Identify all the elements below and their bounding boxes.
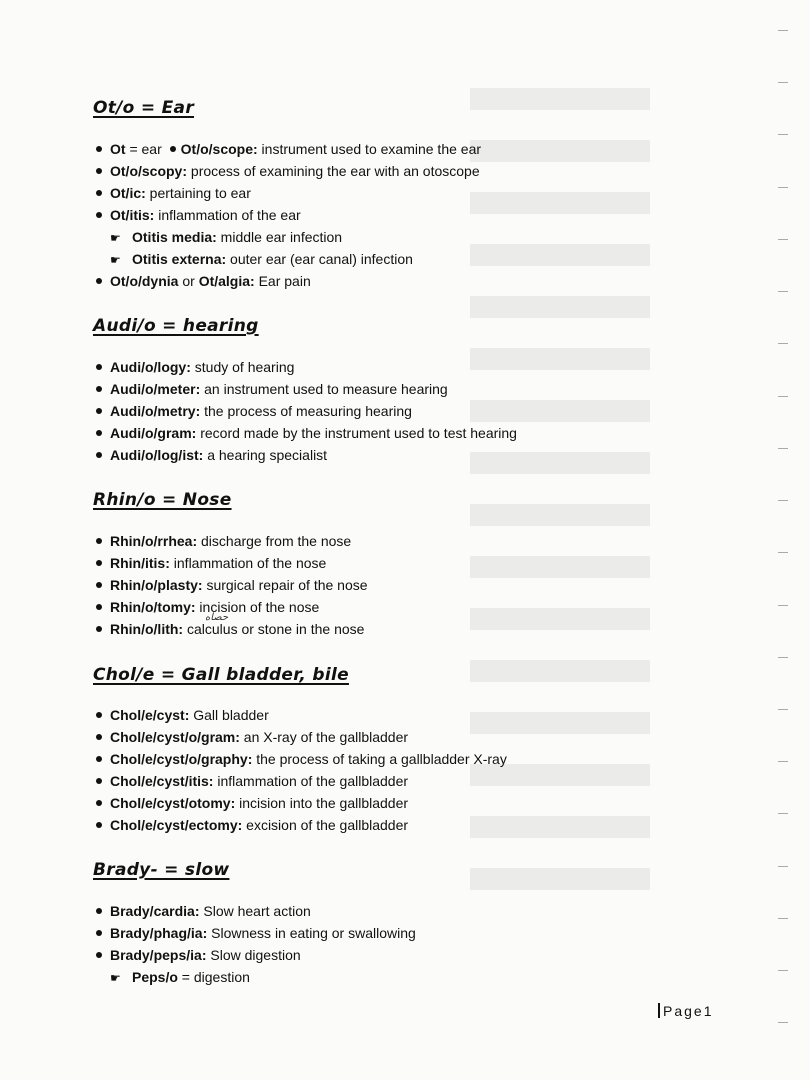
list-item: Rhin/o/lith: calculus or stone in the nose <box>93 618 733 640</box>
list-item: Rhin/o/plasty: surgical repair of the nose <box>93 574 733 596</box>
list-item: Audi/o/logy: study of hearing <box>93 356 733 378</box>
margin-mark <box>778 448 788 449</box>
margin-mark <box>778 813 788 814</box>
section-heading: Rhin/o = Nose <box>93 490 232 510</box>
margin-mark <box>778 291 788 292</box>
list-item: Ot/o/dynia or Ot/algia: Ear pain <box>93 270 733 292</box>
list-item: Audi/o/meter: an instrument used to measure hearing <box>93 378 733 400</box>
margin-mark <box>778 918 788 919</box>
section-chole-list <box>93 704 733 836</box>
list-item: Brady/peps/ia: Slow digestion <box>93 944 733 966</box>
margin-mark <box>778 552 788 553</box>
footer-divider <box>658 1003 660 1018</box>
margin-mark <box>778 134 788 135</box>
section-oto-list <box>93 138 733 292</box>
handwritten-annotation: حصاه <box>205 612 229 623</box>
section-rhino <box>93 489 733 511</box>
list-item: Brady/cardia: Slow heart action <box>93 900 733 922</box>
list-item: Chol/e/cyst/ectomy: excision of the gallbladder <box>93 814 733 836</box>
sub-list-item: ☛ Peps/o = digestion <box>93 966 733 988</box>
margin-mark <box>778 82 788 83</box>
section-rhino-list <box>93 530 733 640</box>
margin-mark <box>778 605 788 606</box>
list-item: Rhin/itis: inflammation of the nose <box>93 552 733 574</box>
margin-mark <box>778 396 788 397</box>
list-item: Ot/ic: pertaining to ear <box>93 182 733 204</box>
page-number: 1 <box>703 1003 714 1019</box>
margin-mark <box>778 866 788 867</box>
margin-mark <box>778 1022 788 1023</box>
pointing-hand-icon: ☛ <box>110 971 121 985</box>
pointing-hand-icon: ☛ <box>110 231 121 245</box>
section-heading: Audi/o = hearing <box>93 316 259 336</box>
list-item: Audi/o/log/ist: a hearing specialist <box>93 444 733 466</box>
margin-mark <box>778 30 788 31</box>
list-item: Rhin/o/tomy: incision of the nose <box>93 596 733 618</box>
section-oto <box>93 97 733 119</box>
section-heading: Brady- = slow <box>93 860 230 880</box>
list-item: Ot/itis: inflammation of the ear <box>93 204 733 226</box>
list-item: Chol/e/cyst: Gall bladder <box>93 704 733 726</box>
list-item: Audi/o/metry: the process of measuring hearing <box>93 400 733 422</box>
section-heading: Chol/e = Gall bladder, bile <box>93 665 349 685</box>
list-item: Audi/o/gram: record made by the instrument used to test hearing <box>93 422 733 444</box>
list-item: Brady/phag/ia: Slowness in eating or swallowing <box>93 922 733 944</box>
section-audio-list <box>93 356 733 466</box>
list-item: Chol/e/cyst/o/graphy: the process of taking a gallbladder X-ray <box>93 748 733 770</box>
section-chole <box>93 664 733 686</box>
section-brady-list <box>93 900 733 988</box>
margin-mark <box>778 970 788 971</box>
section-brady <box>93 859 733 881</box>
list-item: Ot = ear Ot/o/scope: instrument used to examine the ear <box>93 138 733 160</box>
margin-mark <box>778 343 788 344</box>
margin-mark <box>778 187 788 188</box>
pointing-hand-icon: ☛ <box>110 253 121 267</box>
margin-mark <box>778 657 788 658</box>
margin-mark <box>778 239 788 240</box>
page-footer <box>658 1003 714 1019</box>
sub-list-item: ☛ Otitis media: middle ear infection <box>93 226 733 248</box>
margin-mark <box>778 709 788 710</box>
section-heading: Ot/o = Ear <box>93 98 195 118</box>
bullet-icon <box>170 146 176 152</box>
list-item: Chol/e/cyst/otomy: incision into the gallbladder <box>93 792 733 814</box>
list-item: Rhin/o/rrhea: discharge from the nose <box>93 530 733 552</box>
list-item: Chol/e/cyst/o/gram: an X-ray of the gallbladder <box>93 726 733 748</box>
margin-mark <box>778 500 788 501</box>
section-audio <box>93 315 733 337</box>
margin-mark <box>778 761 788 762</box>
page-label: Page <box>663 1003 704 1019</box>
list-item: Ot/o/scopy: process of examining the ear with an otoscope <box>93 160 733 182</box>
list-item: Chol/e/cyst/itis: inflammation of the gallbladder <box>93 770 733 792</box>
sub-list-item: ☛ Otitis externa: outer ear (ear canal) infection <box>93 248 733 270</box>
